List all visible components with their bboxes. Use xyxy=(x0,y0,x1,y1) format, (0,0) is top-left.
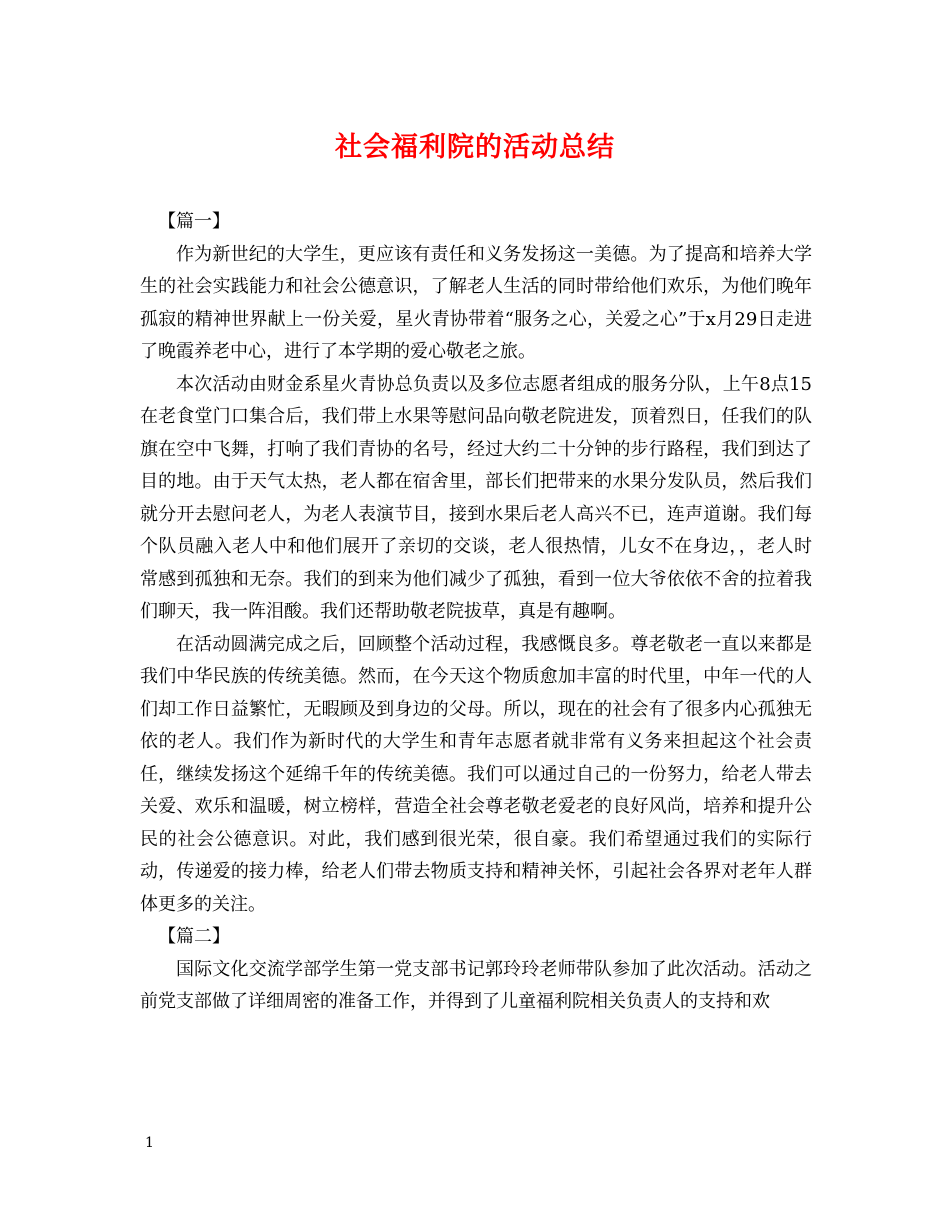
section-2 xyxy=(140,921,812,1019)
section-heading: 【篇二】 xyxy=(158,926,230,947)
section-heading: 【篇一】 xyxy=(158,211,230,232)
paragraph: 本次活动由财金系星火青协总负责以及多位志愿者组成的服务分队，上午8点15在老食堂门口集合后，我们带上水果等慰问品向敬老院进发，顶着烈日，任我们的队旗在空中飞舞，打响了我们青协的名号，经过大约二十分钟的步行路程，我们到达了目的地。由于天气太热，老人都在宿舍里，部长们把带来的水果分发队员，然后我们就分开去慰问老人，为老人表演节目，接到水果后老人高兴不已，连声道谢。我们每个队员融入老人中和他们展开了亲切的交谈，老人很热情，儿女不在身边，，老人时常感到孤独和无奈。我们的到来为他们减少了孤独，看到一位大爷依依不舍的拉着我们聊天，我一阵泪酸。我们还帮助敬老院拔草，真是有趣啊。 xyxy=(140,373,812,622)
paragraph: 国际文化交流学部学生第一党支部书记郭玲玲老师带队参加了此次活动。活动之前党支部做了详细周密的准备工作，并得到了儿童福利院相关负责人的支持和欢 xyxy=(140,958,812,1012)
paragraph: 在活动圆满完成之后，回顾整个活动过程，我感慨良多。尊老敬老一直以来都是我们中华民族的传统美德。然而，在今天这个物质愈加丰富的时代里，中年一代的人们却工作日益繁忙，无暇顾及到身边的父母。所以，现在的社会有了很多内心孤独无依的老人。我们作为新时代的大学生和青年志愿者就非常有义务来担起这个社会责任，继续发扬这个延绵千年的传统美德。我们可以通过自己的一份努力，给老人带去关爱、欢乐和温暖，树立榜样，营造全社会尊老敬老爱老的良好风尚，培养和提升公民的社会公德意识。对此，我们感到很光荣，很自豪。我们希望通过我们的实际行动，传递爱的接力棒，给老人们带去物质支持和精神关怀，引起社会各界对老年人群体更多的关注。 xyxy=(140,633,812,915)
page-number: 1 xyxy=(145,1135,154,1151)
document-body xyxy=(140,206,812,1019)
section-1 xyxy=(140,206,812,921)
paragraph: 作为新世纪的大学生，更应该有责任和义务发扬这一美德。为了提高和培养大学生的社会实践能力和社会公德意识，了解老人生活的同时带给他们欢乐，为他们晚年孤寂的精神世界献上一份关爱，星火青协带着“服务之心，关爱之心”于x月29日走进了晚霞养老中心，进行了本学期的爱心敬老之旅。 xyxy=(140,243,812,362)
document-title: 社会福利院的活动总结 xyxy=(335,132,615,163)
